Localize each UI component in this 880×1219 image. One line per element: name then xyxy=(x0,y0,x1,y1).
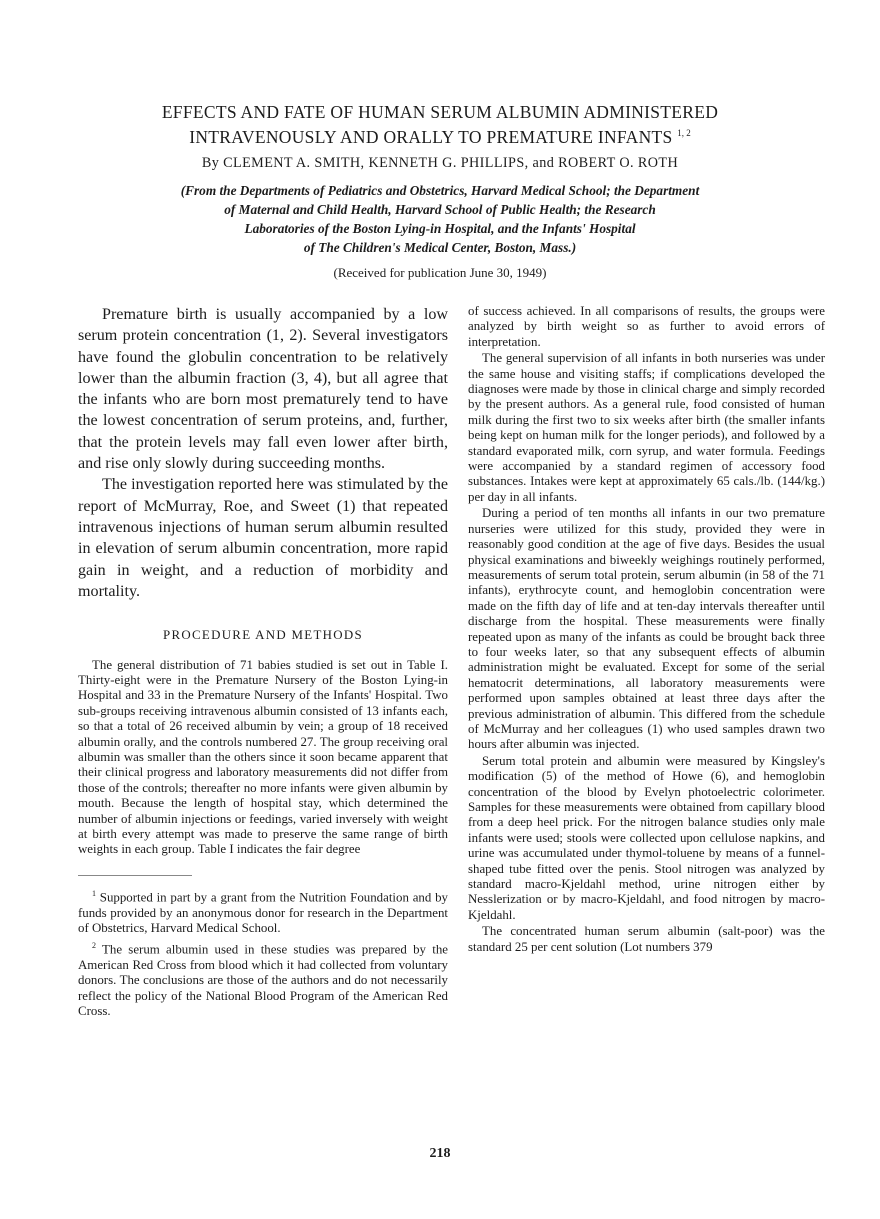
footnote-2-text: The serum albumin used in these studies was prepared by the American Red Cross from blood which it had collected from voluntary donors. The conclusions are those of the authors and do not necessarily reflect the policy of the National Blood Program of the American Red Cross. xyxy=(78,942,448,1019)
title-line-1: EFFECTS AND FATE OF HUMAN SERUM ALBUMIN ADMINISTERED xyxy=(161,102,719,122)
title-footnote-marks[interactable]: 1, 2 xyxy=(677,128,691,138)
received-date: (Received for publication June 30, 1949) xyxy=(333,265,547,280)
affiliation-line-1: (From the Departments of Pediatrics and Obstetrics, Harvard Medical School; the Department xyxy=(180,183,700,198)
intro-paragraph-2: The investigation reported here was stimulated by the report of McMurray, Roe, and Sweet (1) that repeated intravenous injections of human serum albumin resulted in elevation of serum albumin concentration, more rapid gain in weight, and a reduction of morbidity and mortality. xyxy=(78,476,448,600)
author-byline: By CLEMENT A. SMITH, KENNETH G. PHILLIPS, and ROBERT O. ROTH xyxy=(201,155,679,171)
footnote-rule xyxy=(78,875,192,886)
methods-section xyxy=(78,628,448,858)
affiliation xyxy=(100,181,780,257)
right-paragraph-4: Serum total protein and albumin were measured by Kingsley's modification (5) of the method of Howe (6), and hemoglobin concentration of the blood by Evelyn photoelectric colorimeter. Samples for these measurements were obtained from capillary blood from a deep heel prick. For the nitrogen balance studies only male infants were used; stools were collected upon cellulose napkins, and urine was accumulated under thymol-toluene by means of a funnel-shaped tube fitted over the penis. Stool nitrogen was analyzed by standard macro-Kjeldahl method, urine nitrogen either by Nesslerization or by macro-Kjeldahl, and food nitrogen by macro-Kjeldahl. xyxy=(468,753,825,922)
footnote-2-mark: 2 xyxy=(92,941,96,951)
section-heading: PROCEDURE AND METHODS xyxy=(163,628,363,643)
affiliation-line-2: of Maternal and Child Health, Harvard School of Public Health; the Research xyxy=(224,202,656,217)
right-paragraph-1: of success achieved. In all comparisons of results, the groups were analyzed by birth weight so as further to avoid errors of interpretation. xyxy=(468,304,825,349)
footnotes xyxy=(78,886,448,1020)
footnote-2 xyxy=(78,938,448,1019)
title-line-2: INTRAVENOUSLY AND ORALLY TO PREMATURE INFANTS xyxy=(189,126,673,147)
article-title xyxy=(100,102,780,148)
page-number: 218 xyxy=(429,1146,451,1161)
methods-paragraph-1: The general distribution of 71 babies studied is set out in Table I. Thirty-eight were in the Premature Nursery of the Boston Lying-in Hospital and 33 in the Premature Nursery of the Infants' Hospital. Two sub-groups receiving intravenous albumin consisted of 13 infants each, so that a total of 26 received albumin by vein; a group of 18 received albumin orally, and the controls numbered 27. The group receiving oral albumin was smaller than the others since it soon became apparent that their clinical progress and laboratory measurements did not differ from those of the controls; thereafter no more infants were given albumin by mouth. Because the length of hospital stay, which determined the number of albumin injections or feedings, varied inversely with weight at birth every attempt was made to preserve the same range of birth weights in each group. Table I indicates the fair degree xyxy=(78,657,448,857)
footnote-1-mark: 1 xyxy=(92,888,96,898)
right-paragraph-5: The concentrated human serum albumin (salt-poor) was the standard 25 per cent solution (Lot numbers 379 xyxy=(468,924,825,954)
left-column xyxy=(78,304,448,1020)
right-paragraph-3: During a period of ten months all infants in our two premature nurseries were utilized for this study, provided they were in reasonably good condition at the age of five days. Besides the usual physical examinations and biweekly weighings routinely performed, measurements of serum total protein, serum albumin (in 58 of the 71 infants), erythrocyte count, and hemoglobin concentration were made on the fifth day of life and at ten-day intervals thereafter until discharge from the hospital. These measurements were finally repeated upon as many of the infants as could be brought back three to four weeks later, so that any subsequent effects of albumin administration might be evaluated. Except for some of the serial hematocrit determinations, all laboratory measurements were performed upon samples obtained at least three days after the previous administration of albumin. This differed from the schedule of McMurray and her colleagues (1) who used samples drawn two hours after albumin was injected. xyxy=(468,506,825,752)
footnote-1-text: Supported in part by a grant from the Nutrition Foundation and by funds provided by an anonymous donor for research in the Department of Obstetrics, Harvard Medical School. xyxy=(78,890,448,935)
intro-paragraph-1: Premature birth is usually accompanied by a low serum protein concentration (1, 2). Several investigators have found the globulin concentration to be relatively lower than the albumin fraction (3, 4), but all agree that the infants who are born most prematurely tend to have the lowest concentration of serum proteins, and, further, that the protein levels may fall even lower after birth, and rise only slowly during succeeding months. xyxy=(78,306,448,473)
right-column xyxy=(468,304,825,955)
affiliation-line-4: of The Children's Medical Center, Boston, Mass.) xyxy=(303,240,577,255)
footnote-1 xyxy=(78,886,448,937)
affiliation-line-3: Laboratories of the Boston Lying-in Hospital, and the Infants' Hospital xyxy=(244,221,636,236)
introduction xyxy=(78,304,448,602)
right-paragraph-2: The general supervision of all infants in both nurseries was under the same house and visiting staffs; if complications developed the diagnoses were made by those in clinical charge and simply recorded by the present authors. As a general rule, food consisted of human milk during the first two to six weeks after birth (the smaller infants being kept on human milk for the longer periods), and followed by a standard evaporated milk, corn syrup, and water formula. Feedings were accompanied by a standard regimen of accessory food substances. Intakes were kept at approximately 65 cals./lb. (144/kg.) per day in all infants. xyxy=(468,351,825,504)
